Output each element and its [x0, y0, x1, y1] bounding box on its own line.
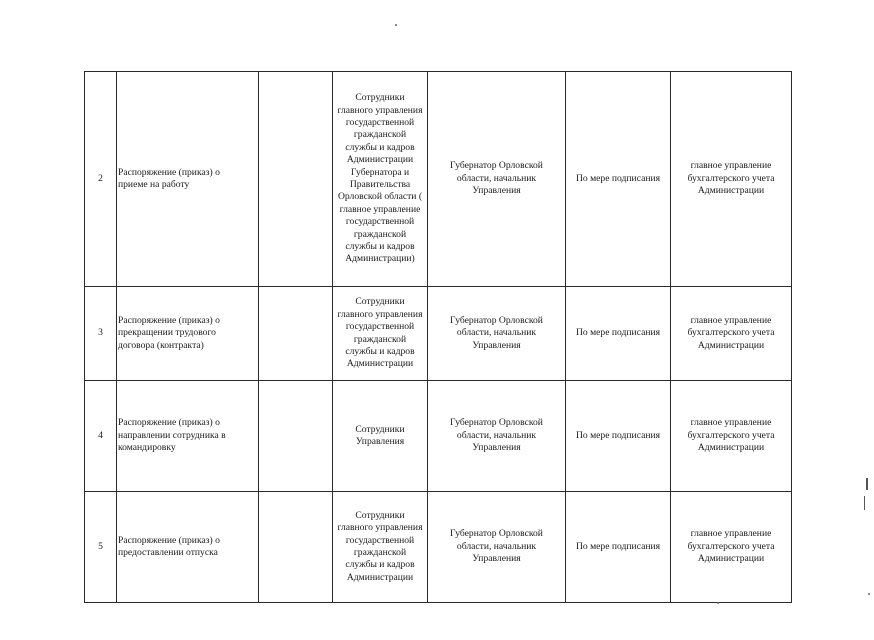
document-name-cell: Распоряжение (приказ) о приеме на работу — [117, 72, 259, 287]
table-row — [85, 492, 792, 603]
signer-cell: Губернатор Орловской области, начальник Управления — [428, 381, 566, 492]
destination-cell: главное управление бухгалтерского учета Администрации — [671, 72, 792, 287]
executor-cell: Сотрудники главного управления государственной гражданской службы и кадров Администрации — [333, 492, 428, 603]
signer-cell: Губернатор Орловской области, начальник Управления — [428, 492, 566, 603]
document-name-cell: Распоряжение (приказ) о направлении сотрудника в командировку — [117, 381, 259, 492]
scan-speck — [717, 602, 719, 604]
row-number-cell: 5 — [85, 492, 117, 603]
destination-cell: главное управление бухгалтерского учета Администрации — [671, 287, 792, 381]
row-number-cell: 4 — [85, 381, 117, 492]
destination-cell: главное управление бухгалтерского учета Администрации — [671, 381, 792, 492]
table-row — [85, 72, 792, 287]
row-number-cell: 2 — [85, 72, 117, 287]
document-name-cell: Распоряжение (приказ) о предоставлении отпуска — [117, 492, 259, 603]
table-row — [85, 381, 792, 492]
executor-cell: Сотрудники Управления — [333, 381, 428, 492]
scan-speck — [868, 593, 870, 595]
scan-edge-mark — [864, 496, 865, 510]
empty-cell — [259, 381, 333, 492]
empty-cell — [259, 72, 333, 287]
row-number-cell: 3 — [85, 287, 117, 381]
document-register-table — [84, 71, 792, 603]
destination-cell: главное управление бухгалтерского учета Администрации — [671, 492, 792, 603]
term-cell: По мере подписания — [566, 381, 671, 492]
scan-edge-mark — [866, 478, 868, 490]
signer-cell: Губернатор Орловской области, начальник Управления — [428, 287, 566, 381]
term-cell: По мере подписания — [566, 72, 671, 287]
table-row — [85, 287, 792, 381]
executor-cell: Сотрудники главного управления государственной гражданской службы и кадров Администрации Губернатора и Правительства Орловской области ( главное управление государственной гражданской службы и кадров Администрации) — [333, 72, 428, 287]
term-cell: По мере подписания — [566, 287, 671, 381]
empty-cell — [259, 287, 333, 381]
signer-cell: Губернатор Орловской области, начальник Управления — [428, 72, 566, 287]
term-cell: По мере подписания — [566, 492, 671, 603]
document-name-cell: Распоряжение (приказ) о прекращении трудового договора (контракта) — [117, 287, 259, 381]
executor-cell: Сотрудники главного управления государственной гражданской службы и кадров Администрации — [333, 287, 428, 381]
empty-cell — [259, 492, 333, 603]
scan-speck — [395, 24, 397, 26]
